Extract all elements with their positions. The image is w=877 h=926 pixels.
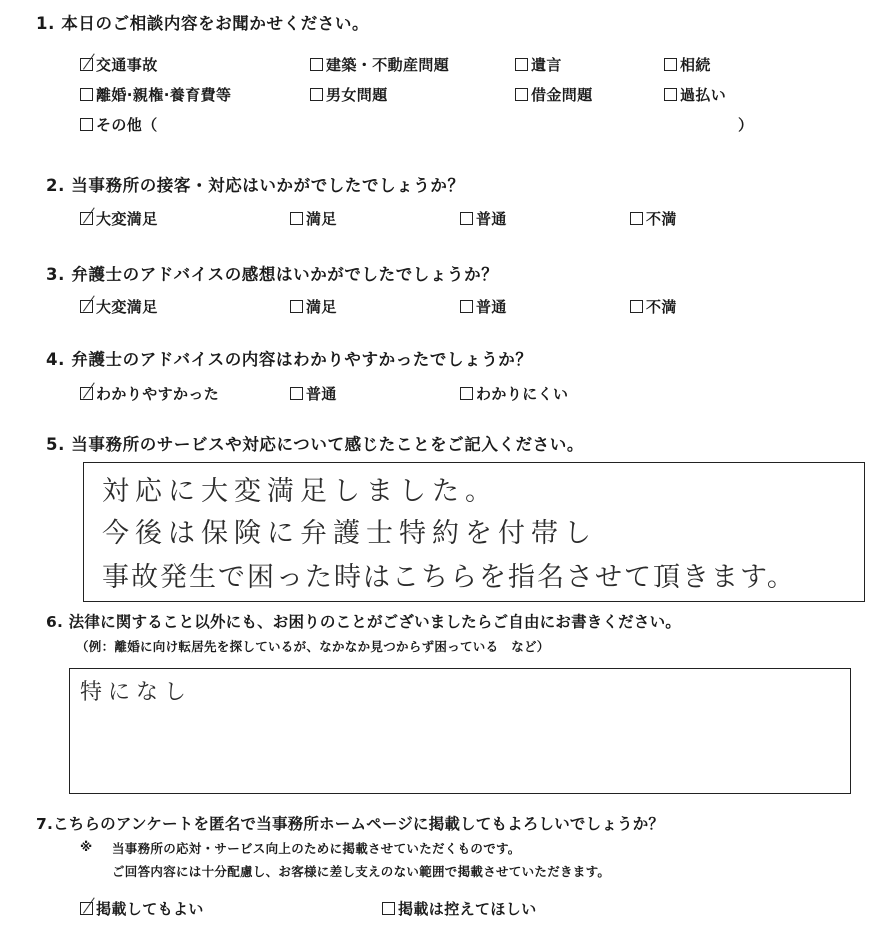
checkbox-checked[interactable]	[80, 212, 93, 225]
question-2-title: 2. 当事務所の接客・対応はいかがでしたでしょうか？	[46, 176, 465, 195]
q1-option-relationship[interactable]: 男女問題	[310, 84, 388, 105]
checkbox-checked[interactable]	[80, 300, 93, 313]
q3-option-normal[interactable]: 普通	[460, 296, 507, 317]
question-4-title: 4. 弁護士のアドバイスの内容はわかりやすかったでしょうか？	[46, 350, 533, 369]
q5-handwritten-line-2: 今後は保険に弁護士特約を付帯し	[102, 518, 597, 549]
checkbox[interactable]	[630, 212, 643, 225]
checkbox[interactable]	[515, 88, 528, 101]
q7-option-allow[interactable]: 掲載してもよい	[80, 898, 204, 919]
checkbox[interactable]	[664, 58, 677, 71]
checkbox[interactable]	[290, 300, 303, 313]
question-5-title: 5. 当事務所のサービスや対応について感じたことをご記入ください。	[46, 435, 584, 454]
question-7-title: 7.こちらのアンケートを匿名で当事務所ホームページに掲載してもよろしいでしょうか？	[36, 815, 665, 833]
q4-option-easy[interactable]: わかりやすかった	[80, 383, 219, 404]
q6-handwritten-answer: 特になし	[80, 680, 193, 705]
q1-option-real-estate[interactable]: 建築・不動産問題	[310, 54, 449, 75]
checkbox[interactable]	[382, 902, 395, 915]
checkbox[interactable]	[630, 300, 643, 313]
q5-answer-box[interactable]	[83, 462, 865, 602]
checkbox-checked[interactable]	[80, 902, 93, 915]
q7-note-mark: ※	[80, 839, 93, 854]
q3-option-very-satisfied[interactable]: 大変満足	[80, 296, 158, 317]
q1-option-divorce[interactable]: 離婚·親権·養育費等	[80, 84, 231, 105]
question-6-title: 6. 法律に関すること以外にも、お困りのことがございましたらご自由にお書きください。	[46, 613, 681, 631]
q6-answer-box[interactable]	[69, 668, 851, 794]
q1-option-will[interactable]: 遺言	[515, 54, 562, 75]
q7-note-line-2: ご回答内容には十分配慮し、お客様に差し支えのない範囲で掲載させていただきます。	[112, 864, 611, 879]
checkbox[interactable]	[310, 58, 323, 71]
checkbox[interactable]	[310, 88, 323, 101]
q2-option-normal[interactable]: 普通	[460, 208, 507, 229]
q1-option-other[interactable]: その他（	[80, 114, 158, 135]
checkbox[interactable]	[664, 88, 677, 101]
q1-option-inheritance[interactable]: 相続	[664, 54, 711, 75]
checkbox[interactable]	[460, 212, 473, 225]
q4-option-normal[interactable]: 普通	[290, 383, 337, 404]
checkbox[interactable]	[290, 387, 303, 400]
q1-option-debt[interactable]: 借金問題	[515, 84, 593, 105]
question-1-title: 1. 本日のご相談内容をお聞かせください。	[36, 14, 370, 33]
checkbox[interactable]	[290, 212, 303, 225]
q7-note-line-1: 当事務所の応対・サービス向上のために掲載させていただくものです。	[112, 841, 521, 856]
checkbox-checked[interactable]	[80, 387, 93, 400]
q4-option-hard[interactable]: わかりにくい	[460, 383, 568, 404]
checkbox-checked[interactable]	[80, 58, 93, 71]
checkbox[interactable]	[460, 387, 473, 400]
q2-option-dissatisfied[interactable]: 不満	[630, 208, 677, 229]
q1-option-traffic-accident[interactable]: 交通事故	[80, 54, 158, 75]
question-3-title: 3. 弁護士のアドバイスの感想はいかがでしたでしょうか？	[46, 265, 499, 284]
q5-handwritten-line-3: 事故発生で困った時はこちらを指名させて頂きます。	[102, 562, 796, 593]
q6-example: （例：離婚に向け転居先を探しているが、なかなか見つからず困っている など）	[76, 639, 550, 654]
checkbox[interactable]	[460, 300, 473, 313]
q3-option-dissatisfied[interactable]: 不満	[630, 296, 677, 317]
q2-option-very-satisfied[interactable]: 大変満足	[80, 208, 158, 229]
q3-option-satisfied[interactable]: 満足	[290, 296, 337, 317]
checkbox[interactable]	[515, 58, 528, 71]
q2-option-satisfied[interactable]: 満足	[290, 208, 337, 229]
q1-other-close-paren: ）	[738, 116, 754, 134]
checkbox[interactable]	[80, 88, 93, 101]
q1-option-overpayment[interactable]: 過払い	[664, 84, 726, 105]
q5-handwritten-line-1: 対応に大変満足しました。	[102, 476, 498, 507]
q7-option-refuse[interactable]: 掲載は控えてほしい	[382, 898, 537, 919]
checkbox[interactable]	[80, 118, 93, 131]
